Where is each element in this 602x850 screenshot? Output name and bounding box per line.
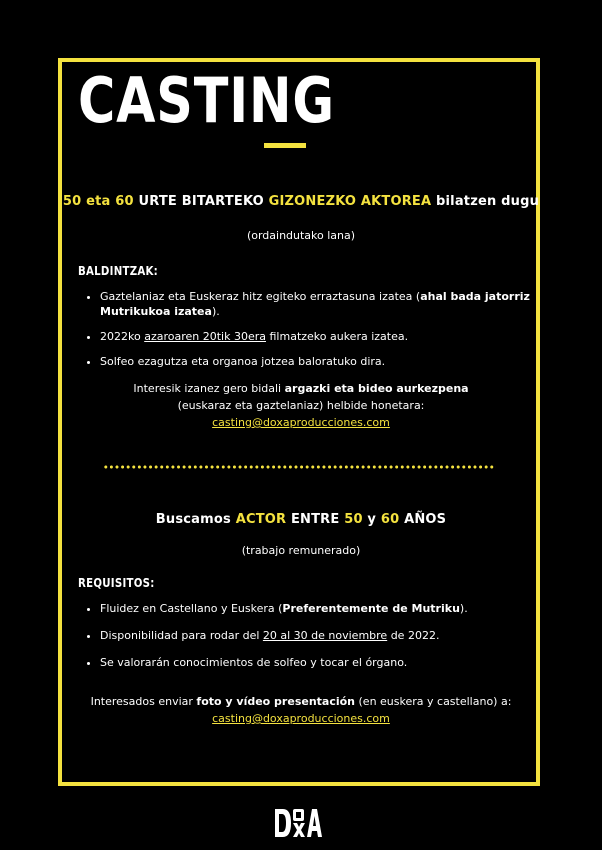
eu-headline xyxy=(60,194,542,209)
page-title: CASTING xyxy=(78,64,335,137)
list-item: • Solfeo ezagutza eta organoa jotzea baloratuko dira. xyxy=(100,354,540,369)
eu-paid-note: (ordaindutako lana) xyxy=(246,229,356,242)
es-requirements-heading: REQUISITOS: xyxy=(78,576,155,590)
eu-headline-end: bilatzen dugu xyxy=(431,194,540,209)
es-contact: Interesados enviar foto y vídeo presentación (en euskera y castellano) a: casting@doxaproducciones.com xyxy=(90,695,512,725)
eu-requirements-heading: BALDINTZAK: xyxy=(78,264,159,278)
eu-headline-text: URTE BITARTEKO xyxy=(133,194,269,209)
list-item: • Fluidez en Castellano y Euskera (Preferentemente de Mutriku). xyxy=(100,601,540,616)
list-item: • Se valorarán conocimientos de solfeo y tocar el órgano. xyxy=(100,655,540,670)
es-paid-note: (trabajo remunerado) xyxy=(241,544,361,557)
eu-headline-role: GIZONEZKO AKTOREA xyxy=(268,194,432,209)
eu-email-link[interactable]: casting@doxaproducciones.com xyxy=(212,416,390,429)
es-email-link[interactable]: casting@doxaproducciones.com xyxy=(212,712,390,725)
title-underscore xyxy=(264,143,306,148)
eu-requirements-list xyxy=(78,289,540,379)
dotted-divider xyxy=(103,464,496,470)
list-item: • 2022ko azaroaren 20tik 30era filmatzeko aukera izatea. xyxy=(100,329,540,344)
list-item: • Gaztelaniaz eta Euskeraz hitz egiteko erraztasuna izatea (ahal bada jatorriz Mutrikukoa izatea). xyxy=(100,289,540,319)
eu-contact: Interesik izanez gero bidali argazki eta bideo aurkezpena (euskaraz eta gaztelaniaz) helbide honetara: casting@doxaproducciones.com xyxy=(133,382,469,429)
es-headline: Buscamos ACTOR ENTRE 50 y 60 AÑOS xyxy=(155,512,447,527)
list-item: • Disponibilidad para rodar del 20 al 30 de noviembre de 2022. xyxy=(100,628,540,643)
doxa-logo xyxy=(272,805,328,841)
es-requirements-list xyxy=(78,601,540,680)
eu-headline-ages: 50 eta 60 xyxy=(62,194,134,209)
